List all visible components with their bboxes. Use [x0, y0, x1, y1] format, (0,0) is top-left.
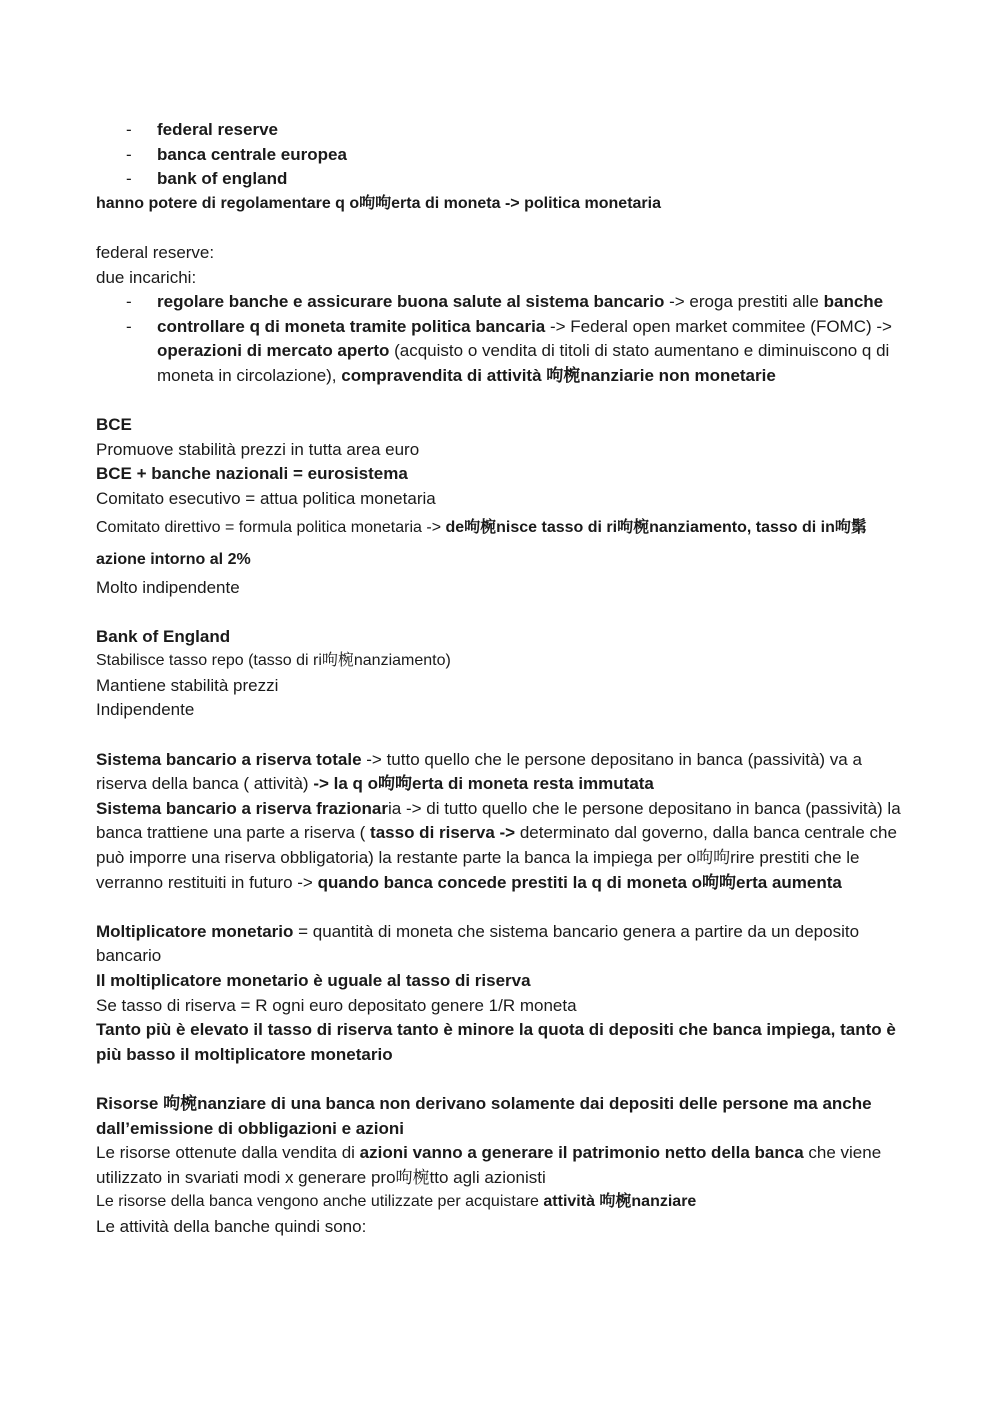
sistema-frazionaria: Sistema bancario a riserva frazionaria -> di tutto quello che le persone depositano in banca (passività) la banca trattiene una parte a riserva ( tasso di riserva -> determinato dal governo, dalla banca centrale che può imporre una riserva obbligatoria) la restante parte la banca la impiega per o呴呴rire prestiti che le verranno restituiti in futuro -> quando banca concede prestiti la q di moneta o呴呴erta aumenta — [96, 798, 901, 892]
fed-title: federal reserve: — [96, 242, 215, 262]
bce-line: BCE + banche nazionali = eurosistema — [96, 464, 408, 484]
risorse-line: Risorse 呴椀nanziare di una banca non derivano solamente dai depositi delle persone ma anche dall’emissione di obbligazioni e azioni — [96, 1093, 872, 1138]
risorse-line: Le risorse ottenute dalla vendita di azioni vanno a generare il patrimonio netto della banca che viene utilizzato in svariati modi x generare pro呴椀tto agli azionisti — [96, 1143, 882, 1187]
boe-line: Indipendente — [96, 700, 195, 720]
moltiplicatore-line: Tanto più è elevato il tasso di riserva tanto è minore la quota di depositi che banca impiega, tanto è più basso il moltiplicatore monetario — [96, 1020, 896, 1064]
intro-list — [96, 118, 910, 192]
list-item: - banca centrale europea — [96, 143, 910, 168]
boe-line: Mantiene stabilità prezzi — [96, 675, 279, 695]
list-item: - regolare banche e assicurare buona salute al sistema bancario -> eroga prestiti alle banche — [96, 290, 910, 315]
list-item: - bank of england — [96, 167, 910, 192]
bce-line: Comitato direttivo = formula politica monetaria -> de呴椀nisce tasso di ri呴椀nanziamento, tasso di in呴鬀azione intorno al 2% — [96, 518, 867, 568]
risorse-line: Le risorse della banca vengono anche utilizzate per acquistare attività 呴椀nanziare — [96, 1193, 697, 1211]
boe-line: Stabilisce tasso repo (tasso di ri呴椀nanziamento) — [96, 652, 451, 670]
boe-title: Bank of England — [96, 626, 231, 646]
fed-subtitle: due incarichi: — [96, 267, 197, 287]
moltiplicatore-line: Il moltiplicatore monetario è uguale al tasso di riserva — [96, 971, 531, 990]
bce-line: Molto indipendente — [96, 577, 240, 597]
list-item: - federal reserve — [96, 118, 910, 143]
risorse-line: Le attività della banche quindi sono: — [96, 1216, 367, 1236]
sistema-totale: Sistema bancario a riserva totale -> tutto quello che le persone depositano in banca (passività) va a riserva della banca ( attività) -> la q o呴呴erta di moneta resta immutata — [96, 749, 862, 794]
bce-line: Promuove stabilità prezzi in tutta area euro — [96, 439, 420, 459]
bce-line: Comitato esecutivo = attua politica monetaria — [96, 488, 436, 508]
bce-title: BCE — [96, 415, 132, 435]
moltiplicatore-line: Se tasso di riserva = R ogni euro depositato genere 1/R moneta — [96, 995, 577, 1015]
list-item: - controllare q di moneta tramite politica bancaria -> Federal open market commitee (FOMC) -> operazioni di mercato aperto (acquisto o vendita di titoli di stato aumentano e diminuiscono q di moneta in circolazione), compravendita di attività 呴椀nanziarie non monetarie — [96, 315, 910, 389]
intro-statement: hanno potere di regolamentare q o呴呴erta di moneta -> politica monetaria — [96, 194, 661, 212]
moltiplicatore-def: Moltiplicatore monetario = quantità di moneta che sistema bancario genera a partire da un deposito bancario — [96, 921, 860, 966]
fed-list — [96, 290, 910, 388]
